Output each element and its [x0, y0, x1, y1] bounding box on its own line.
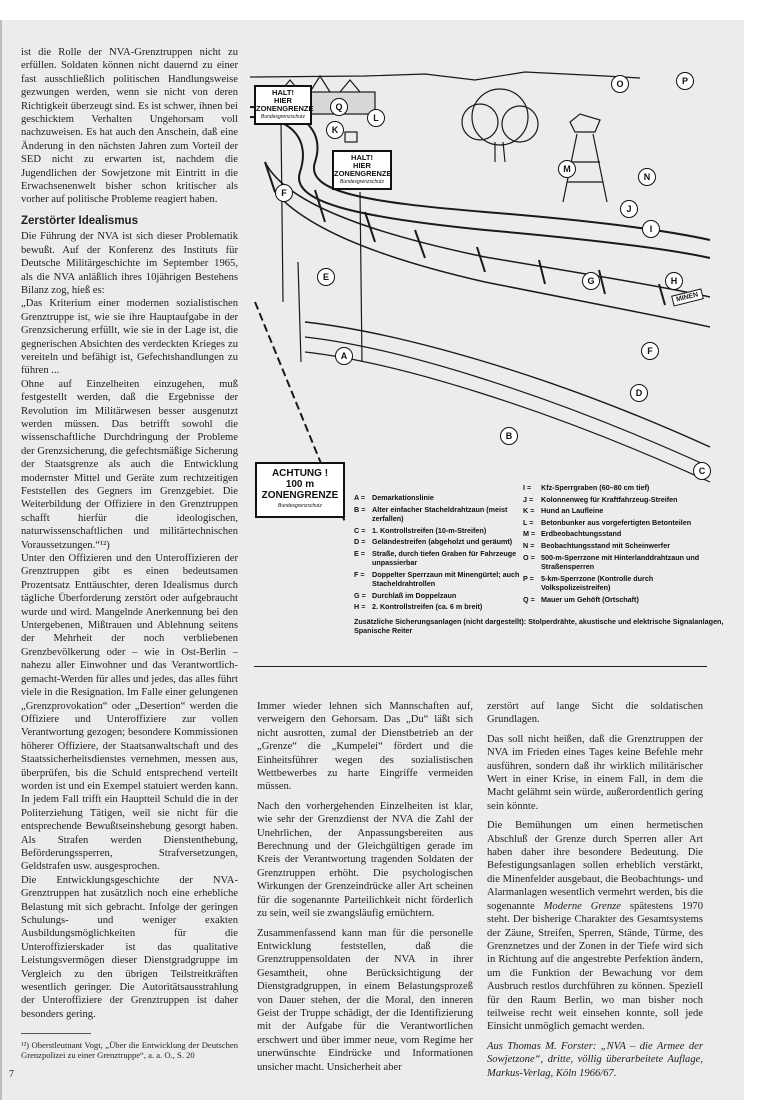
sign-text: ZONENGRENZE — [334, 169, 392, 178]
halt-sign-2 — [332, 150, 392, 190]
sign-text: HALT! — [272, 88, 294, 97]
legend-item: B = Alter einfacher Stacheldrahtzaun (meist zerfallen) — [354, 504, 508, 523]
marker-n: N — [638, 168, 656, 186]
legend-left — [354, 493, 524, 614]
sign-subtext: Bundesgrenzschutz — [261, 114, 305, 120]
quote-paragraph: „Das Kriterium einer modernen sozialistischen Grenztruppe ist, wie sie ihre Hauptaufgabe in der Grenzsicherung erfüllt, wie sie in der Lage ist, die gegnerischen Absichten des verdeckten Krieges zu vereiteln und befähigt ist, Gefechtshandlungen zu führen ... — [21, 298, 238, 377]
horizon-line — [250, 72, 640, 80]
marker-h: H — [665, 272, 683, 290]
legend-item: Q = Mauer um Gehöft (Ortschaft) — [523, 594, 639, 604]
quote-paragraph: Ohne auf Einzelheiten einzugehen, muß festgestellt werden, daß die Ergebnisse der Revolution im Militärwesen besser ausgenutzt werden müssen. Das betrifft sowohl die wissenschaftliche Durchdringung der Probleme der Grenzsicherung, die gefechtsmäßige Sicherung der Staatsgrenze als auch die Entwicklung modernster Mittel und Geräte zum rechtzeitigen Feststellen des Gegners im Grenzgebiet. Die Weiterbildung der Offiziere in den Grenztruppen schafft hierfür die ideologischen, naturwissenschaftlichen und militärtechnischen Voraussetzungen.“¹²) — [21, 378, 238, 551]
section-heading: Zerstörter Idealismus — [21, 214, 138, 227]
legend-item: P = 5-km-Sperrzone (Kontrolle durch Volkspolizeistreifen) — [523, 573, 654, 592]
body-paragraph: Nach den vorhergehenden Einzelheiten ist klar, wie sehr der Grenzdienst der NVA die Zahl der Unehrlichen, der Anpassungsbereiten aus Berechnung und der Gleichgültigen gerade im Kreis der Verantwortung tragenden Soldaten der Grenztruppen erhöht. Die psychologischen Wirkungen der Grenzeindrücke aller Art scheinen für die sogenannte Parteilichkeit nicht förderlich zu sein, weil sie zwangsläufig ernüchtern. — [257, 800, 473, 920]
marker-m: M — [558, 160, 576, 178]
body-paragraph: Unter den Offizieren und den Unteroffizieren der Grenztruppen gibt es einen bedeutsamen Prozentsatz Enttäuschter, deren Idealismus durch tägliche Überforderung zerstört oder aufgebraucht wurde und wird. Mangelnde Anerkennung bei den Untergebenen, Mißtrauen und Ablehnung seitens der Mehrheit der noch verbliebenen Grenzbevölkerung oder – wie in Ost-Berlin – nahezu aller Einwohner und das Verantwortlich-gemacht-Werden für alles und jedes, das alles führt viele in die Resignation. Im Falle einer gelungenen „Grenzprovokation“ oder „Desertion“ werden die Offiziere und Unteroffiziere zur vollen Verantwortung gezogen; besondere Kommissionen höherer Offiziere, der Staatsanwaltschaft und des Staatssicherheitsdienstes vernehmen, messen aus, überprüfen, bis die Schuld entsprechend verteilt worden ist und ein Exempel statuiert werden kann. In jedem Fall trifft ein Hauptteil Schuld die in der Politerziehung Tätigen, weil sie nicht für die entsprechende Bewußtseinshebung gesorgt haben. Als Strafen werden Dienstenthebung, Beförderungssperren, Strafversetzungen, Geldstrafen usw. ausgesprochen. — [21, 553, 238, 873]
body-paragraph: Das soll nicht heißen, daß die Grenztruppen der NVA im Frieden eines Tages keine Befehle mehr ausführen, sondern daß ihr wirklich militärischer Wert in einer Krise, in einem Fall, in dem die Macht gelähmt sein würde, außerordentlich gering sein könnte. — [487, 733, 703, 812]
body-paragraph: Immer wieder lehnen sich Mannschaften auf, verweigern den Gehorsam. Das „Du“ läßt sich nicht ausrotten, zumal der Dienstbetrieb an der „Grenze“ die „Kumpelei“ fördert und die Einheitsführer wegen des sozialistischen Wettbewerbes zu harte Eingriffe vermeiden müssen. — [257, 701, 473, 793]
legend-item: I = Kfz-Sperrgraben (60–80 cm tief) — [523, 483, 650, 492]
footnote-divider — [21, 1033, 91, 1034]
marker-q: Q — [330, 98, 348, 116]
marker-e: E — [317, 268, 335, 286]
legend-item: O = 500-m-Sperrzone mit Hinterlanddrahtzaun und Straßensperren — [523, 552, 700, 571]
sign-text: HIER — [353, 161, 371, 170]
legend-item: D = Geländestreifen (abgeholzt und geräumt) — [354, 537, 513, 547]
legend-item: J = Kolonnenweg für Kraftfahrzeug-Streifen — [523, 494, 678, 504]
marker-i: I — [642, 220, 660, 238]
legend-item: A = Demarkationslinie — [354, 493, 434, 502]
legend-item: E = Straße, durch tiefen Graben für Fahrzeuge unpassierbar — [354, 548, 517, 568]
legend-item: F = Doppelter Sperrzaun mit Minengürtel; auch Stacheldrahtrollen — [354, 569, 520, 589]
text-run: Die Bemühungen um einen hermetischen Abschluß der Grenze durch Sperren aller Art haben daher ihre besondere Bedeutung. Die Befestigungsanlagen sollen erheblich verstärkt, die Minenfelder ausgebaut, die Beobachtungs- und Alarmanlagen wesentlich vermehrt werden, bis die sogenannte — [487, 820, 703, 912]
page-number: 7 — [9, 1069, 14, 1080]
sign-text: HIER — [274, 96, 292, 105]
bunker-icon — [345, 132, 357, 142]
sign-subtext: Bundesgrenzschutz — [340, 179, 384, 185]
sign-subtext: Bundesgrenzschutz — [278, 503, 322, 509]
marker-c: C — [693, 462, 711, 480]
sign-text: HALT! — [351, 153, 373, 162]
body-paragraph: Zusammenfassend kann man für die personelle Entwicklung feststellen, daß die Grenztruppensoldaten der NVA in ihrer Gesamtheit, ohne Berücksichtigung der Dienstgradgruppen, in einem Belastungsprozeß von Dauer stehen, der die Moral, den inneren Geist der Truppe schädigt, der die Identifizierung mit der Aufgabe für die Verantwortlichen erschwert und über immer neue, vom Regime her unerwünschte Eindrücke und Informationen unsicher macht. Unsicherheit aber — [257, 927, 473, 1073]
legend-additional-note: Zusätzliche Sicherungsanlagen (nicht dargestellt): Stolperdrähte, akustische und elektrische Signalanlagen, Spanische Reiter — [354, 617, 724, 636]
marker-p: P — [676, 72, 694, 90]
marker-k: K — [326, 121, 344, 139]
footnote: ¹²) Oberstleutnant Vogt, „Über die Entwicklung der Deutschen Grenzpolizei zu einer Grenztruppe“, a. a. O., S. 20 — [21, 1040, 238, 1061]
right-column — [487, 700, 703, 1080]
legend-item: K = Hund an Laufleine — [523, 506, 604, 516]
legend-item: M = Erdbeobachtungsstand — [523, 529, 622, 539]
watchtower-icon — [563, 114, 607, 202]
legend-item: H = 2. Kontrollstreifen (ca. 6 m breit) — [354, 602, 483, 612]
marker-d: D — [630, 384, 648, 402]
sign-text: ACHTUNG ! — [271, 468, 329, 479]
legend-right — [523, 483, 723, 606]
body-paragraph: Die Entwicklungsgeschichte der NVA-Grenztruppen hat zusätzlich noch eine erhebliche Belastung mit sich gebracht. Infolge der geringen Schulungs- und weniger exakten Ausbildungsmöglichkeiten für die Unteroffizierskader ist das qualitative Leistungsvermögen dieser Dienstgradgruppe im Vergleich zu den übrigen Teilstreitkräften wesentlich geringer. Die Autoritätsausstrahlung der Unteroffiziere der Grenztruppen ist daher besonders gering. — [21, 874, 238, 1020]
legend-item: C = 1. Kontrollstreifen (10-m-Streifen) — [354, 525, 487, 535]
body-paragraph — [487, 819, 703, 1034]
mines-warning-sign: MINEN — [671, 288, 703, 306]
body-paragraph: Die Führung der NVA ist sich dieser Problematik bewußt. Auf der Konferenz des Instituts für Deutsche Militärgeschichte im September 1965, als die NVA anläßlich ihres 10jährigen Bestehens Bilanz zog, hieß es: — [21, 231, 238, 296]
achtung-sign — [255, 462, 345, 518]
emphasized-term: Moderne Grenze — [543, 900, 621, 912]
marker-f: F — [275, 184, 293, 202]
sign-text: ZONENGRENZE — [261, 490, 339, 501]
body-paragraph: zerstört auf lange Sicht die soldatischen Grundlagen. — [487, 701, 703, 726]
sign-text: 100 m — [285, 479, 315, 490]
text-run: spätestens 1970 steht. Der bisherige Charakter des Gesamtsystems der Zäune, Streifen, Sperren, Stände, Türme, des Grenznetzes und der Zonen in der Tiefe wird sich in Richtung auf die angestrebte Perfektion ändern, um die Funktion der Bewachung vor dem Ausbruch restlos durchführen zu können. Speziell für den Raum Berlin, wo man bisher noch teilweise recht weit einsehen konnte, soll jede Einsicht unmöglich gemacht werden. — [487, 900, 703, 1033]
section-divider — [254, 666, 707, 667]
tree-icon — [472, 89, 528, 145]
marker-j: J — [620, 200, 638, 218]
marker-g: G — [582, 272, 600, 290]
marker-f2: F — [641, 342, 659, 360]
sign-text: ZONENGRENZE — [256, 104, 314, 113]
marker-l: L — [367, 109, 385, 127]
legend-item: L = Betonbunker aus vorgefertigten Betonteilen — [523, 517, 692, 527]
legend-item: G = Durchlaß im Doppelzaun — [354, 590, 457, 600]
intro-paragraph: ist die Rolle der NVA-Grenztruppen nicht zu erfüllen. Soldaten können nicht dauernd zu einer fast ausschließlich politischen Handlungsweise gezwungen werden, wenn sie nicht von deren Richtigkeit überzeugt sind. Es ist schwer, ihnen bei geschicktem Verhalten Ungehorsam voll nachzuweisen. Es hat auch den Anschein, daß eine Änderung in den nächsten Jahren zum Vorteil der SED nicht zu erwarten ist, nachdem die Jugendlichen der Sowjetzone mit Eintritt in die Erwachsenenwelt bisher schon kritischer als vorher auf politische Probleme reagiert haben. — [21, 47, 238, 206]
marker-b: B — [500, 427, 518, 445]
marker-a: A — [335, 347, 353, 365]
legend-item: N = Beobachtungsstand mit Scheinwerfer — [523, 540, 670, 550]
left-column — [21, 46, 238, 1060]
marker-o: O — [611, 75, 629, 93]
middle-column — [257, 700, 473, 1074]
halt-sign-1 — [254, 85, 312, 125]
source-citation: Aus Thomas M. Forster: „NVA – die Armee der Sowjetzone“, dritte, völlig überarbeitete Auflage, Markus-Verlag, Köln 1966/67. — [487, 1040, 703, 1079]
